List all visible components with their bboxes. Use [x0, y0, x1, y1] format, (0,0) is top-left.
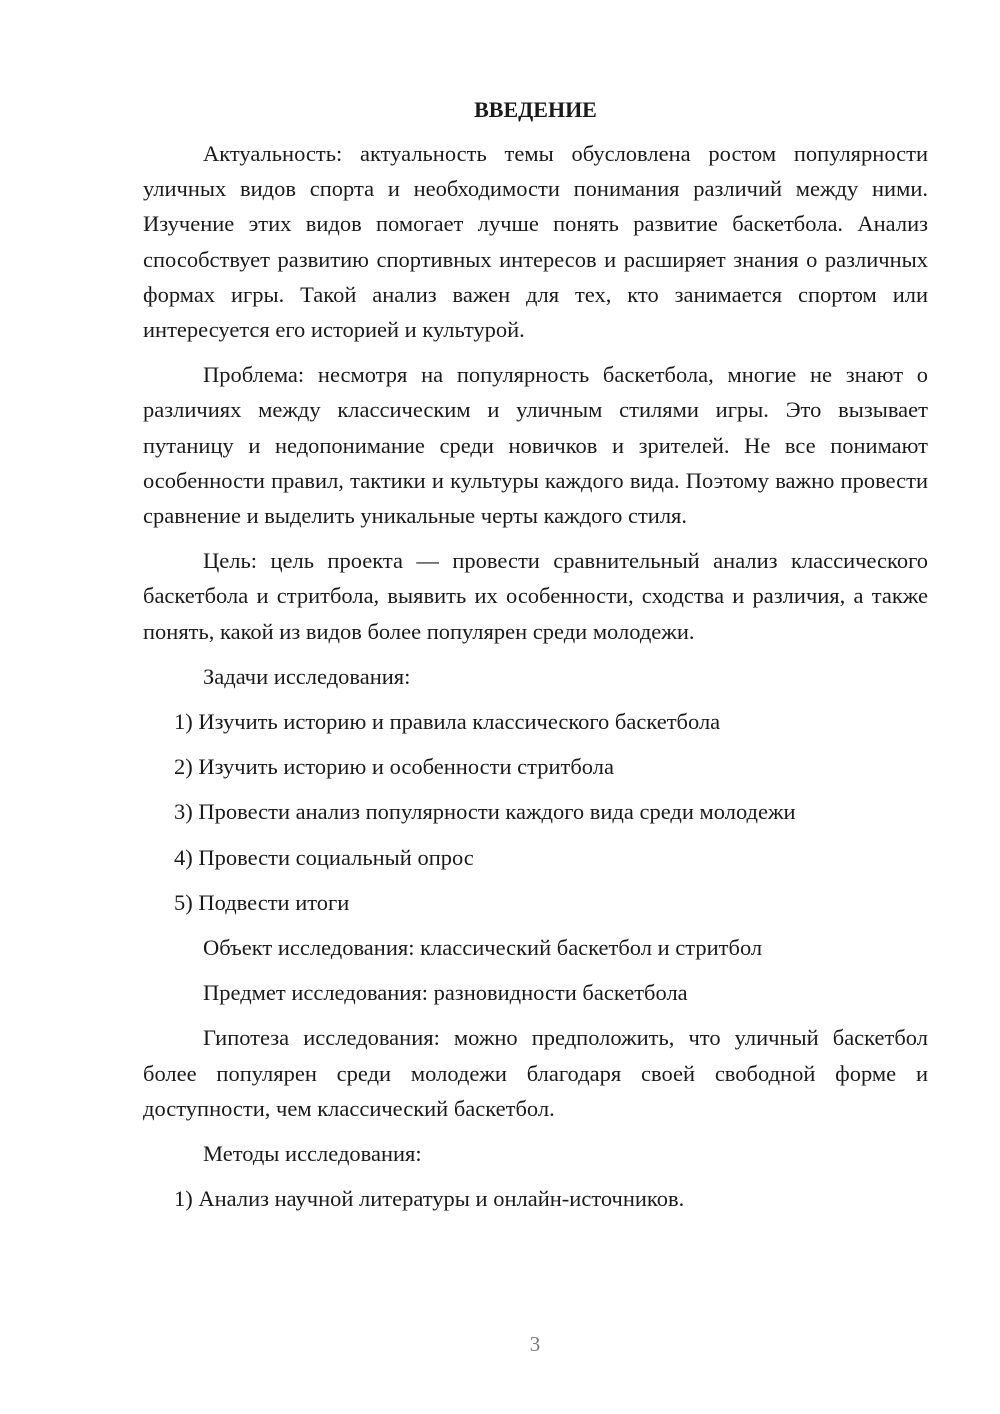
- page-number: 3: [529, 1332, 541, 1356]
- document-page: [143, 95, 928, 1226]
- goal-paragraph: Цель: цель проекта — провести сравнительный анализ классического баскетбола и стритбола, выявить их особенности, сходства и различия, а также понять, какой из видов более популярен среди молодежи.: [143, 548, 928, 644]
- subject-line: Предмет исследования: разновидности баскетбола: [203, 980, 688, 1006]
- task-item: 2) Изучить историю и особенности стритбола: [174, 754, 614, 780]
- hypothesis-paragraph: Гипотеза исследования: можно предположить, что уличный баскетбол более популярен среди молодежи благодаря своей свободной форме и доступности, чем классический баскетбол.: [143, 1025, 928, 1121]
- task-item: 3) Провести анализ популярности каждого вида среди молодежи: [174, 799, 796, 825]
- task-item: 4) Провести социальный опрос: [174, 844, 474, 870]
- section-title: ВВЕДЕНИЕ: [474, 97, 597, 122]
- task-item: 5) Подвести итоги: [174, 889, 350, 915]
- problem-paragraph: Проблема: несмотря на популярность баскетбола, многие не знают о различиях между классическим и уличным стилями игры. Это вызывает путаницу и недопонимание среди новичков и зрителей. Не все понимают особенности правил, тактики и культуры каждого вида. Поэтому важно провести сравнение и выделить уникальные черты каждого стиля.: [143, 362, 928, 529]
- tasks-heading: Задачи исследования:: [203, 663, 411, 689]
- methods-heading: Методы исследования:: [203, 1141, 422, 1167]
- relevance-paragraph: Актуальность: актуальность темы обусловлена ростом популярности уличных видов спорта и необходимости понимания различий между ними. Изучение этих видов помогает лучше понять развитие баскетбола. Анализ способствует развитию спортивных интересов и расширяет знания о различных формах игры. Такой анализ важен для тех, кто занимается спортом или интересуется его историей и культурой.: [143, 141, 928, 343]
- method-item: 1) Анализ научной литературы и онлайн-источников.: [174, 1186, 685, 1212]
- task-item: 1) Изучить историю и правила классического баскетбола: [174, 709, 721, 735]
- object-line: Объект исследования: классический баскетбол и стритбол: [203, 935, 763, 961]
